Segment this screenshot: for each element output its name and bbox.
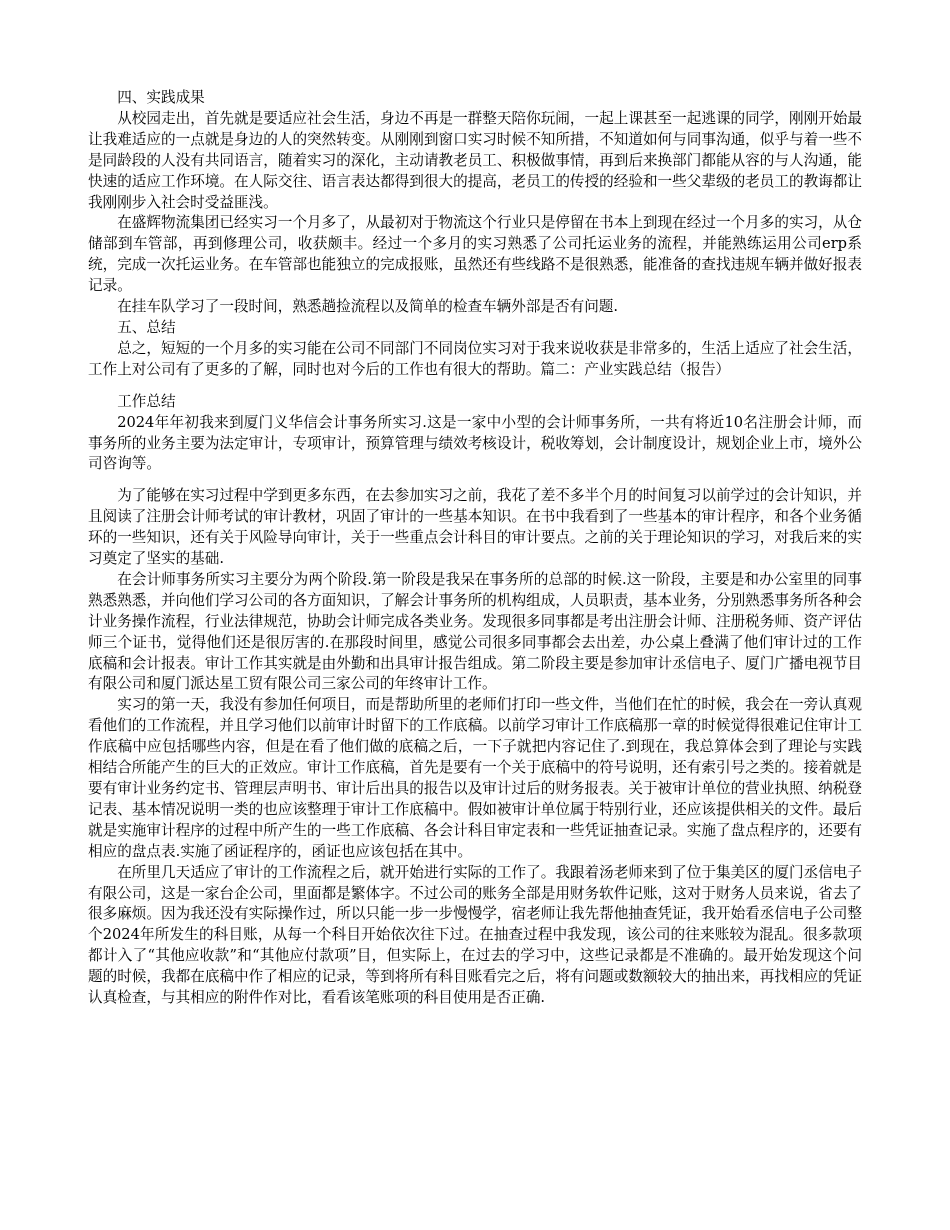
paragraph-social-adaptation: 从校园走出，首先就是要适应社会生活，身边不再是一群整天陪你玩闹，一起上课甚至一起逃课的同学，刚刚开始最让我难适应的一点就是身边的人的突然转变。从刚刚到窗口实习时候不知所措，不知道如何与同事沟通，似乎与着一些不是同龄段的人没有共同语言，随着实习的深化，主动请教老员工、积极做事情，再到后来换部门都能从容的与人沟通，能快速的适应工作环境。在人际交往、语言表达都得到很大的提高，老员工的传授的经验和一些父辈级的老员工的教诲都让我刚刚步入社会时受益匪浅。 (88, 109, 862, 211)
section-heading-work-summary: 工作总结 (117, 392, 176, 410)
paragraph-first-day: 实习的第一天，我没有参加任何项目，而是帮助所里的老师们打印一些文件，当他们在忙的时候，我会在一旁认真观看他们的工作流程，并且学习他们以前审计时留下的工作底稿。以前学习审计工作底稿那一章的时候觉得很难记住审计工作底稿中应包括哪些内容，但是在看了他们做的底稿之后，一下子就把内容记住了.到现在，我总算体会到了理论与实践相结合所能产生的巨大的正效应。审计工作底稿，首先是要有一个关于底稿中的符号说明，还有索引号之类的。接着就是要有审计业务约定书、管理层声明书、审计后出具的报告以及审计过后的财务报表。关于被审计单位的营业执照、纳税登记表、基本情况说明一类的也应该整理于审计工作底稿中。假如被审计单位属于特别行业，还应该提供相关的文件。最后就是实施审计程序的过程中所产生的一些工作底稿、各会计科目审定表和一些凭证抽查记录。实施了盘点程序的，还要有相应的盘点表.实施了函证程序的，函证也应该包括在其中。 (88, 696, 862, 860)
paragraph-logistics-internship: 在盛辉物流集团已经实习一个月多了，从最初对于物流这个行业只是停留在书本上到现在经过一个月多的实习，从仓储部到车管部，再到修理公司，收获颇丰。经过一个多月的实习熟悉了公司托运业务的流程，并能熟练运用公司erp系统，完成一次托运业务。在车管部也能独立的完成报账，虽然还有些线路不是很熟悉，能准备的查找违规车辆并做好报表记录。 (88, 214, 862, 295)
section-heading-summary: 五、总结 (117, 318, 176, 336)
section-heading-practice-results: 四、实践成果 (117, 89, 205, 106)
paragraph-audit-work: 在所里几天适应了审计的工作流程之后，就开始进行实际的工作了。我跟着汤老师来到了位于集美区的厦门丞信电子有限公司，这是一家台企公司，里面都是繁体字。不过公司的账务全部是用财务软件记账，这对于财务人员来说，省去了很多麻烦。因为我还没有实际操作过，所以只能一步一步慢慢学，宿老师让我先帮他抽查凭证，我开始看丞信电子公司整个2024年所发生的科目账，从每一个科目开始依次往下过。在抽查过程中我发现，该公司的往来账较为混乱。很多款项都计入了“其他应收款”和“其他应付款项”目，但实际上，在过去的学习中，这些记录都是不准确的。最开始发现这个问题的时候，我都在底稿中作了相应的记录，等到将所有科目账看完之后，将有问题或数额较大的抽出来，再找相应的凭证认真检查，与其相应的附件作对比，看看该笔账项的科目使用是否正确. (88, 863, 862, 1007)
paragraph-accounting-firm: 2024年年初我来到厦门义华信会计事务所实习.这是一家中小型的会计师事务所，一共有将近10名注册会计师，而事务所的业务主要为法定审计，专项审计，预算管理与绩效考核设计，税收筹划，会计制度设计，规划企业上市，境外公司咨询等。 (88, 413, 862, 473)
paragraph-two-stages: 在会计师事务所实习主要分为两个阶段.第一阶段是我呆在事务所的总部的时候.这一阶段，主要是和办公室里的同事熟悉熟悉，并向他们学习公司的各方面知识，了解会计事务所的机构组成，人员职责，基本业务，分别熟悉事务所各种会计业务操作流程，行业法律规范，协助会计师完成各类业务。发现很多同事都是考出注册会计师、注册税务师、资产评估师三个证书，觉得他们还是很厉害的.在那段时间里，感觉公司很多同事都会去出差，办公桌上叠满了他们审计过的工作底稿和会计报表。审计工作其实就是由外勤和出具审计报告组成。第二阶段主要是参加审计丞信电子、厦门广播电视节目有限公司和厦门派达星工贸有限公司三家公司的年终审计工作。 (88, 570, 862, 693)
paragraph-preparation: 为了能够在实习过程中学到更多东西，在去参加实习之前，我花了差不多半个月的时间复习以前学过的会计知识，并且阅读了注册会计师考试的审计教材，巩固了审计的一些基本知识。在书中我看到了一些基本的审计程序，和各个业务循环的一些知识，还有关于风险导向审计，关于一些重点会计科目的审计要点。之前的关于理论知识的学习，对我后来的实习奠定了坚实的基础. (88, 487, 862, 568)
document-page (88, 88, 862, 1009)
paragraph-trailer-team: 在挂车队学习了一段时间，熟悉趟捡流程以及简单的检查车辆外部是否有问题. (117, 298, 619, 316)
paragraph-summary: 总之，短短的一个月多的实习能在公司不同部门不同岗位实习对于我来说收获是非常多的，生活上适应了社会生活，工作上对公司有了更多的了解，同时也对今后的工作也有很大的帮助。篇二：产业实践总结（报告） (88, 339, 862, 378)
